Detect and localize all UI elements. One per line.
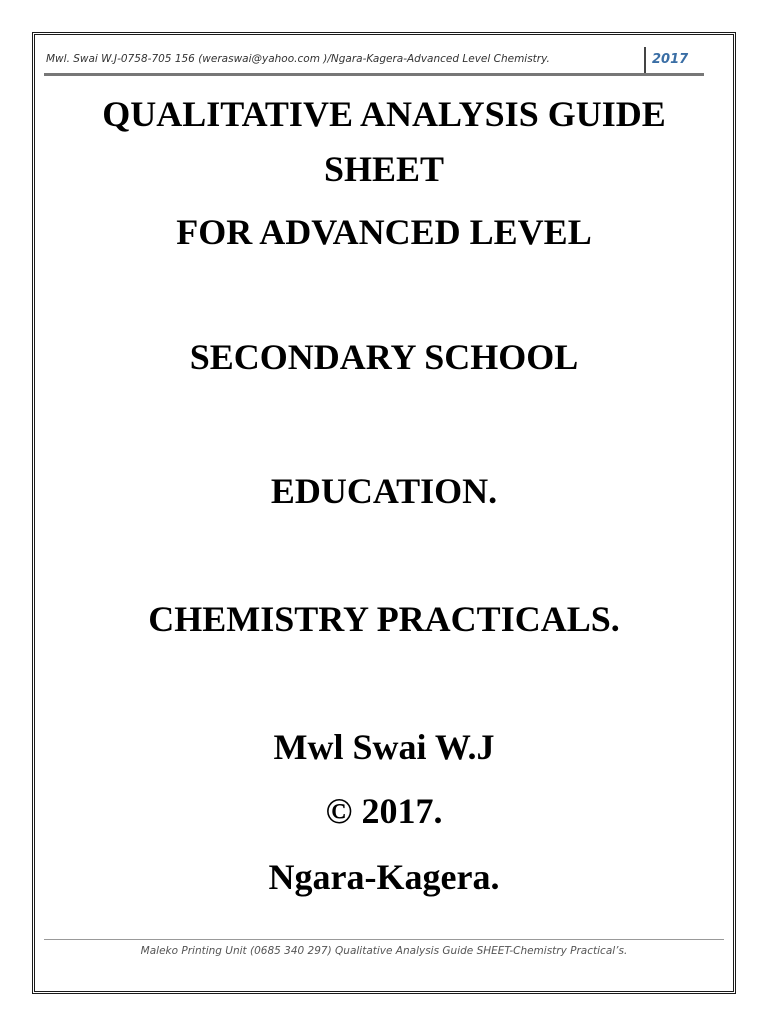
title-line-1: QUALITATIVE ANALYSIS GUIDE	[102, 94, 666, 134]
footer-text: Maleko Printing Unit (0685 340 297) Qualitative Analysis Guide SHEET-Chemistry Practical’s.	[140, 945, 628, 957]
author-name: Mwl Swai W.J	[273, 727, 495, 767]
header-text: Mwl. Swai W.J-0758-705 156 (weraswai@yahoo.com )/Ngara-Kagera-Advanced Level Chemistry.	[46, 53, 550, 65]
title-line-6: CHEMISTRY PRACTICALS.	[148, 599, 620, 639]
title-line-5: EDUCATION.	[270, 471, 498, 511]
location-line: Ngara-Kagera.	[268, 857, 500, 897]
header-divider	[644, 47, 646, 74]
title-line-3: FOR ADVANCED LEVEL	[176, 212, 592, 252]
page-header	[44, 45, 704, 75]
copyright-line: © 2017.	[325, 791, 443, 831]
title-line-4: SECONDARY SCHOOL	[189, 337, 579, 377]
header-year: 2017	[652, 52, 689, 67]
header-rule	[44, 73, 704, 76]
title-line-2: SHEET	[323, 149, 445, 189]
footer-rule	[44, 939, 724, 940]
